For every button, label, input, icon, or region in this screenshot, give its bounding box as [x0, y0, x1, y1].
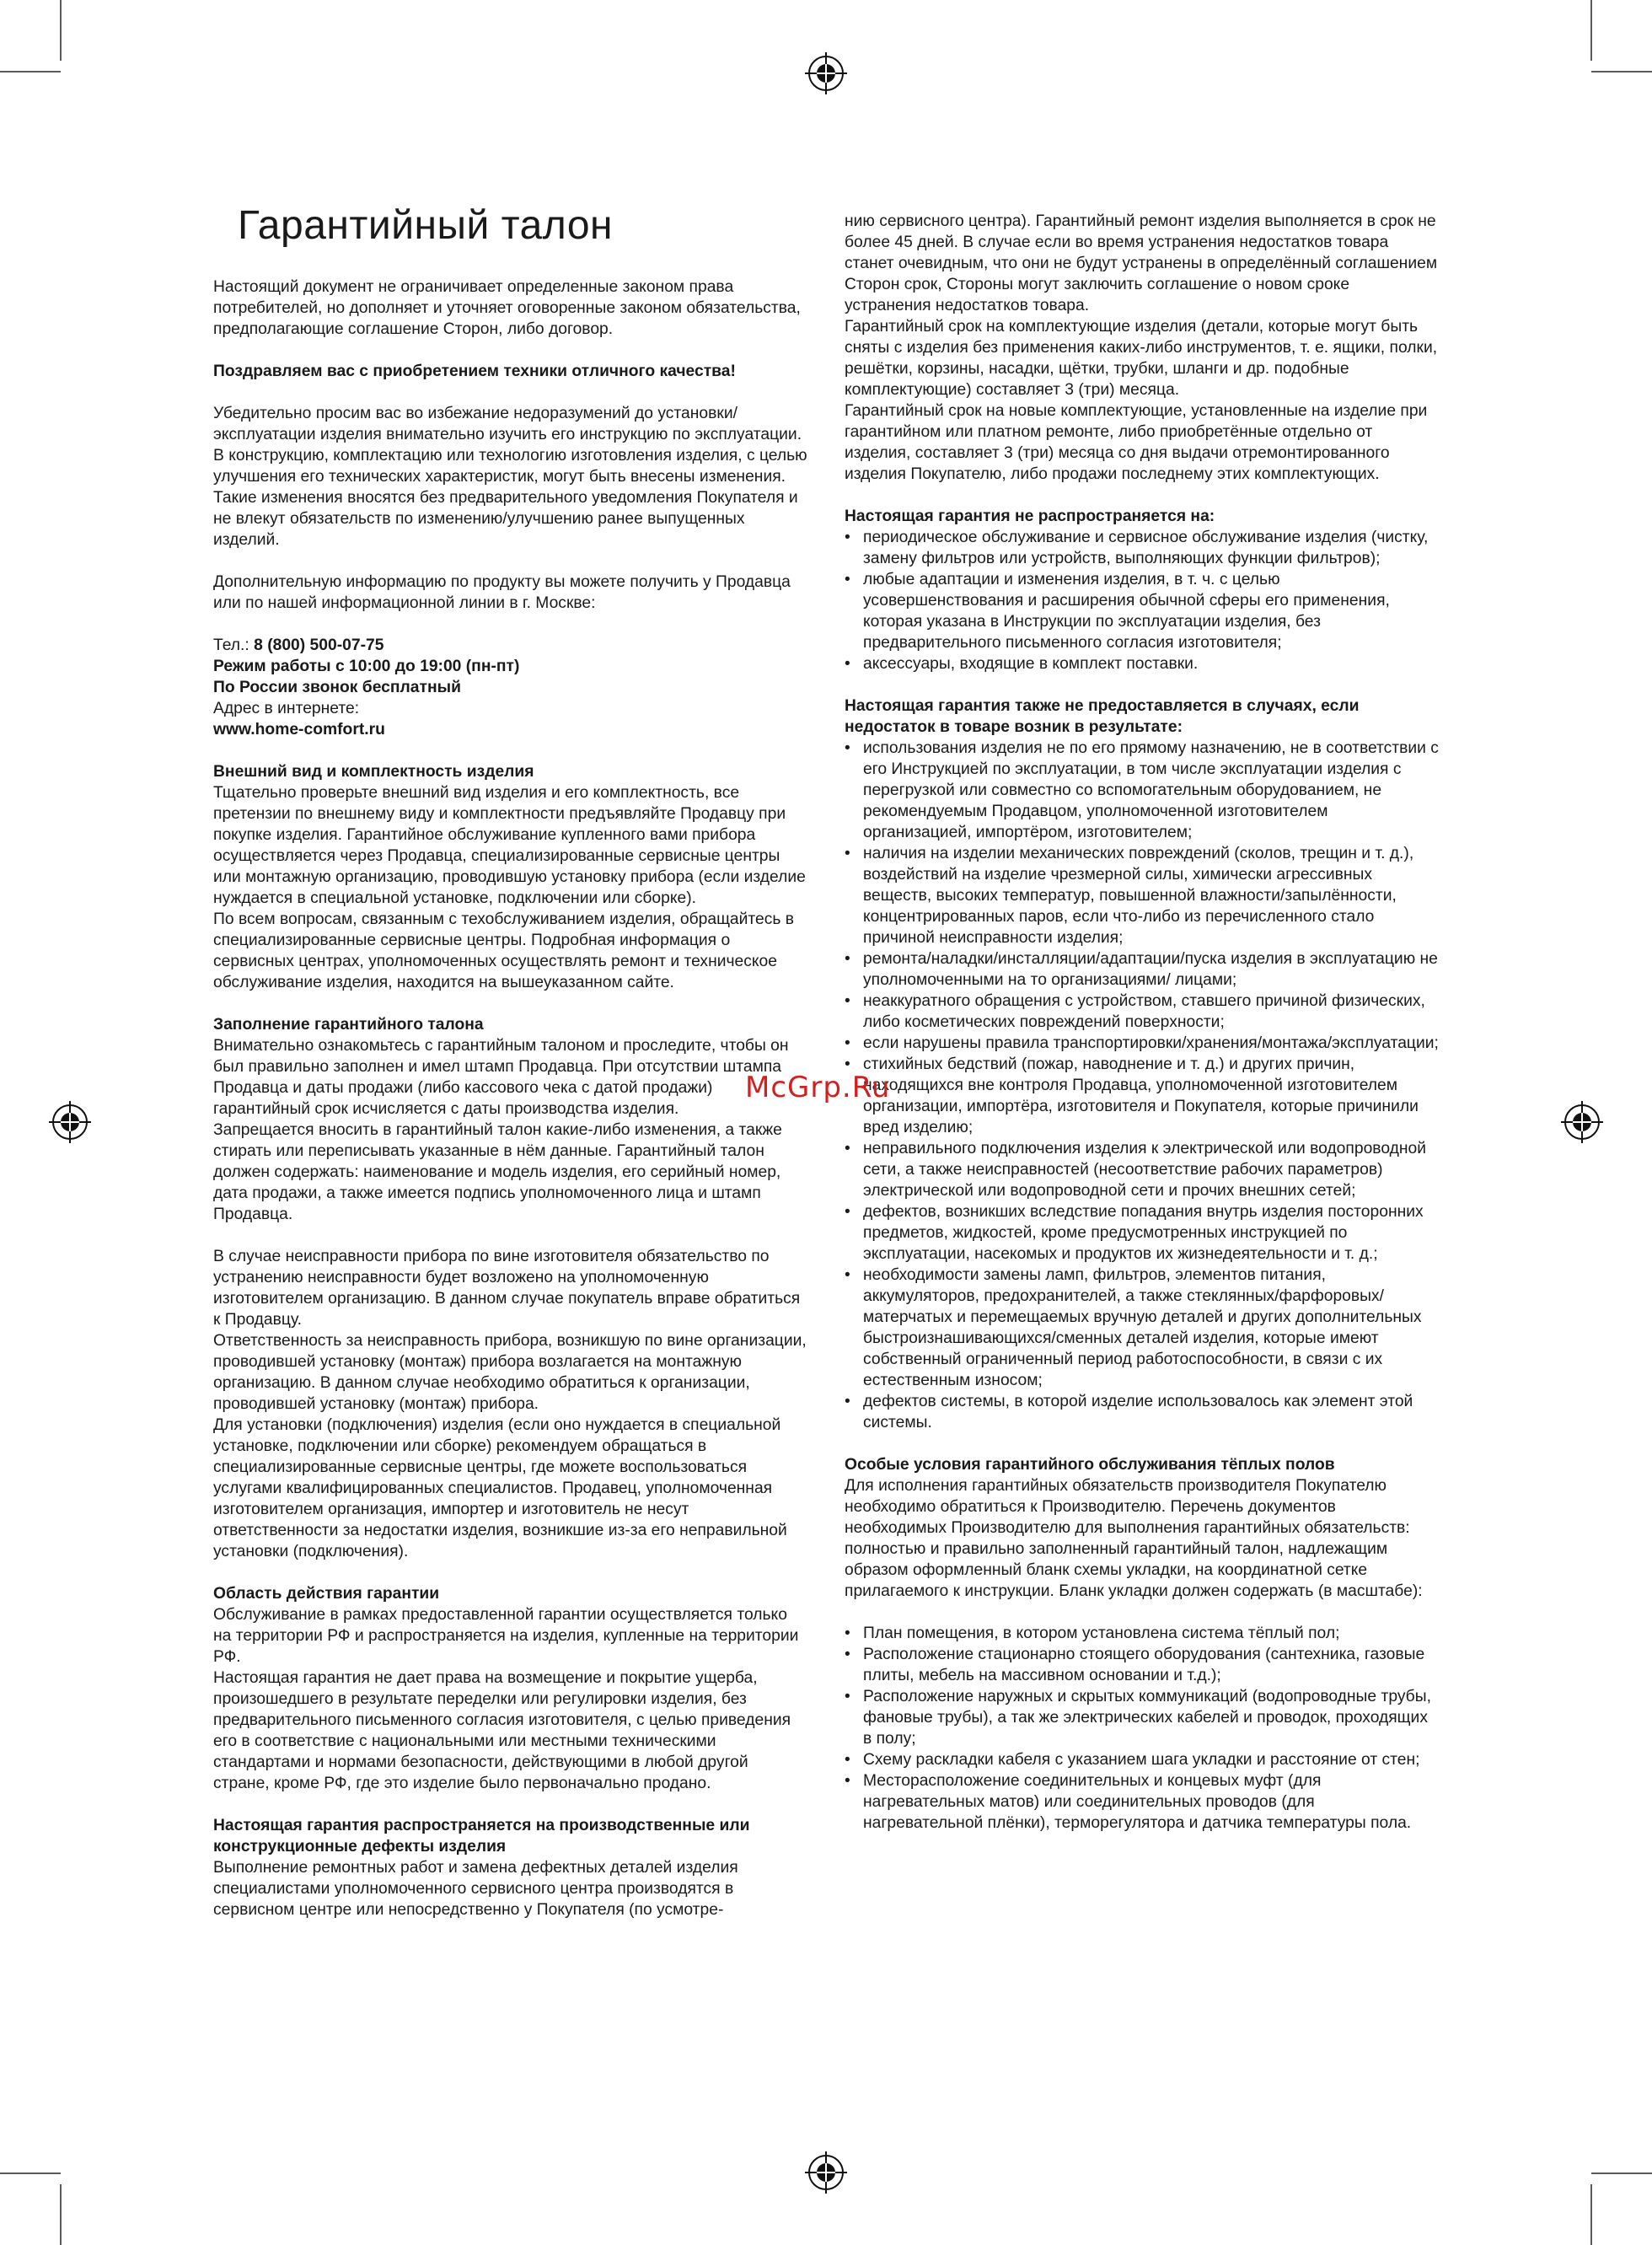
filling-paragraph-1: Внимательно ознакомьтесь с гарантийным талоном и проследите, чтобы он был правильно заполнен и имел штамп Продавца. При отсутствии штампа Продавца и даты продажи (либо кассового чека с датой продажи) гарантийный срок исчисляется с даты производства изделия. — [213, 1037, 789, 1118]
continuation-paragraph-2: Гарантийный срок на комплектующие изделия (детали, которые могут быть сняты с изделия без применения каких-либо инструментов, т. е. ящики, полки, решётки, корзины, насадки, щётки, трубки, шланги и др. подобные комплектующие) составляет 3 (три) месяца. — [845, 318, 1438, 399]
list-item: • необходимости замены ламп, фильтров, элементов питания, аккумуляторов, предохранителей, а также стеклянных/фарфоровых/матерчатых и перемещаемых вручную деталей и других дополнительных быстроизнашивающихся/сменных деталей изделия, которые имеют собственный ограниченный период работоспособности, в связи с их естественным износом; — [845, 1265, 1439, 1391]
not-provided-heading: Настоящая гарантия также не предоставляется в случаях, если недостаток в товаре возник в результате: — [845, 697, 1360, 736]
appearance-paragraph-1: Тщательно проверьте внешний вид изделия и его комплектность, все претензии по внешнему виду и комплектности предъявляйте Продавцу при покупке изделия. Гарантийное обслуживание купленного вами прибора осуществляется через Продавца, специализированные сервисные центры или монтажную организацию, проводившую установку прибора (если изделие нуждается в специальной установке, подключении или сборке). — [213, 784, 806, 907]
filling-paragraph-2: Запрещается вносить в гарантийный талон какие-либо изменения, а также стирать или переписывать указанные в нём данные. Гарантийный талон должен содержать: наименование и модель изделия, его серийный номер, дата продажи, а также имеется подпись уполномоченного лица и штамп Продавца. — [213, 1121, 782, 1223]
left-column — [213, 277, 807, 1920]
fault-paragraph-2: Ответственность за неисправность прибора, возникшую по вине организации, проводившей установку (монтаж) прибора возлагается на монтажную организацию. В данном случае необходимо обратиться к организации, проводившей установку (монтаж) прибора. — [213, 1332, 807, 1413]
not-cover-heading: Настоящая гарантия не распространяется на: — [845, 508, 1215, 525]
fault-paragraph-1: В случае неисправности прибора по вине изготовителя обязательство по устранению неисправности будет возложено на уполномоченную изготовителем организацию. В данном случае покупатель вправе обратиться к Продавцу. — [213, 1248, 801, 1329]
changes-paragraph: В конструкцию, комплектацию или технологию изготовления изделия, с целью улучшения его технических характеристик, могут быть внесены изменения. Такие изменения вносятся без предварительного уведомления Покупателя и не влекут обязательств по изменению/улучшению ранее выпущенных изделий. — [213, 447, 807, 549]
list-item: • наличия на изделии механических повреждений (сколов, трещин и т. д.), воздействий на изделие чрезмерной силы, химически агрессивных веществ, высоких температур, повышенной влажности/запылённости, концентрированных паров, если что-либо из перечисленного стало причиной неисправности изделия; — [845, 843, 1439, 948]
fault-paragraph-3: Для установки (подключения) изделия (если оно нуждается в специальной установке, подключении или сборке) рекомендуем обращаться в специализированные сервисные центры, где можете воспользоваться услугами квалифицированных специалистов. Продавец, уполномоченная изготовителем организация, импортер и изготовитель не несут ответственности за недостатки изделия, возникшие из-за его неправильной установки (подключения). — [213, 1416, 787, 1560]
list-item: • дефектов, возникших вследствие попадания внутрь изделия посторонних предметов, жидкостей, кроме предусмотренных инструкцией по эксплуатации, насекомых и продуктов их жизнедеятельности и т. д.; — [845, 1201, 1439, 1265]
request-paragraph: Убедительно просим вас во избежание недоразумений до установки/эксплуатации изделия внимательно изучить его инструкцию по эксплуатации. — [213, 405, 802, 443]
floors-heading: Особые условия гарантийного обслуживания тёплых полов — [845, 1456, 1335, 1474]
intro-paragraph: Настоящий документ не ограничивает определенные законом права потребителей, но дополняет и уточняет оговоренные законом обязательства, предполагающие соглашение Сторон, либо договор. — [213, 278, 801, 338]
list-item: • использования изделия не по его прямому назначению, не в соответствии с его Инструкцией по эксплуатации, в том числе эксплуатации изделия с перегрузкой или совместно со вспомогательным оборудованием, не рекомендуемым Продавцом, уполномоченной изготовителем организацией, импортёром, изготовителем; — [845, 738, 1439, 843]
free-call-line: По России звонок бесплатный — [213, 679, 461, 696]
scope-heading: Область действия гарантии — [213, 1585, 440, 1603]
defects-paragraph: Выполнение ремонтных работ и замена дефектных деталей изделия специалистами уполномоченного сервисного центра производятся в сервисном центре или непосредственно у Покупателя (по усмотре- — [213, 1859, 738, 1919]
info-paragraph: Дополнительную информацию по продукту вы можете получить у Продавца или по нашей информационной линии в г. Москве: — [213, 573, 791, 612]
registration-mark-bottom — [805, 2151, 847, 2194]
congrats-heading: Поздравляем вас с приобретением техники отличного качества! — [213, 363, 736, 380]
list-item: • дефектов системы, в которой изделие использовалось как элемент этой системы. — [845, 1391, 1439, 1433]
scope-paragraph-2: Настоящая гарантия не дает права на возмещение и покрытие ущерба, произошедшего в результате переделки или регулировки изделия, без предварительного письменного согласия изготовителя, с целью приведения его в соответствие с национальными или местными техническими стандартами и нормами безопасности, действующими в любой другой стране, кроме РФ, где это изделие было первоначально продано. — [213, 1669, 791, 1792]
website-link[interactable]: www.home-comfort.ru — [213, 721, 385, 738]
floors-paragraph: Для исполнения гарантийных обязательств производителя Покупателю необходимо обратиться к Производителю. Перечень документов необходимых Производителю для выполнения гарантийных обязательств: полностью и правильно заполненный гарантийный талон, надлежащим образом оформленный бланк схемы укладки, на координатной сетке прилагаемого к инструкции. Бланк укладки должен содержать (в масштабе): — [845, 1477, 1423, 1600]
list-item: • План помещения, в котором установлена система тёплый пол; — [845, 1623, 1439, 1644]
scope-paragraph-1: Обслуживание в рамках предоставленной гарантии осуществляется только на территории РФ и распространяется на изделия, купленные на территории РФ. — [213, 1606, 799, 1666]
list-item: • любые адаптации и изменения изделия, в т. ч. с целью усовершенствования и расширения обычной сферы его применения, которая указана в Инструкции по эксплуатации изделия, без предварительного письменного согласия изготовителя; — [845, 569, 1439, 653]
list-item: • Схему раскладки кабеля с указанием шага укладки и расстояние от стен; — [845, 1749, 1439, 1770]
list-item: • Месторасположение соединительных и концевых муфт (для нагревательных матов) или соединительных проводов (для нагревательной плёнки), терморегулятора и датчика температуры пола. — [845, 1770, 1439, 1834]
defects-heading: Настоящая гарантия распространяется на производственные или конструкционные дефекты изделия — [213, 1817, 750, 1856]
list-item: • Расположение стационарно стоящего оборудования (сантехника, газовые плиты, мебель на массивном основании и т.д.); — [845, 1644, 1439, 1686]
floors-list — [845, 1623, 1439, 1834]
appearance-paragraph-2: По всем вопросам, связанным с техобслуживанием изделия, обращайтесь в специализированные сервисные центры. Подробная информация о сервисных центрах, уполномоченных осуществлять ремонт и техническое обслуживание изделия, находится на вышеуказанном сайте. — [213, 910, 795, 991]
continuation-paragraph-3: Гарантийный срок на новые комплектующие, установленные на изделие при гарантийном или платном ремонте, либо приобретённые отдельно от изделия, составляет 3 (три) месяца со дня выдачи отремонтированного изделия Покупателю, либо продажи последнему этих комплектующих. — [845, 402, 1428, 483]
registration-mark-top — [805, 52, 847, 94]
list-item: • Расположение наружных и скрытых коммуникаций (водопроводные трубы, фановые трубы), а так же электрических кабелей и проводок, проходящих в полу; — [845, 1686, 1439, 1749]
continuation-paragraph-1: нию сервисного центра). Гарантийный ремонт изделия выполняется в срок не более 45 дней. В случае если во время устранения недостатков товара станет очевидным, что они не будут устранены в определённый соглашением Сторон срок, Стороны могут заключить соглашение о новом сроке устранения недостатков товара. — [845, 212, 1438, 314]
not-provided-list — [845, 738, 1439, 1433]
not-cover-list — [845, 527, 1439, 674]
phone-line: Тел.: 8 (800) 500-07-75 — [213, 636, 384, 654]
right-column — [845, 211, 1439, 1834]
page-title: Гарантийный талон — [238, 203, 614, 248]
web-label: Адрес в интернете: — [213, 700, 360, 717]
registration-mark-right — [1561, 1101, 1603, 1143]
filling-heading: Заполнение гарантийного талона — [213, 1016, 484, 1034]
list-item: • периодическое обслуживание и сервисное обслуживание изделия (чистку, замену фильтров или устройств, выполняющих функции фильтров); — [845, 527, 1439, 569]
watermark: McGrp.Ru — [745, 1071, 891, 1104]
list-item: • неаккуратного обращения с устройством, ставшего причиной физических, либо косметических повреждений поверхности; — [845, 991, 1439, 1033]
list-item: • ремонта/наладки/инсталляции/адаптации/пуска изделия в эксплуатацию не уполномоченными на то организациями/ лицами; — [845, 948, 1439, 991]
appearance-heading: Внешний вид и комплектность изделия — [213, 763, 534, 781]
hours-line: Режим работы с 10:00 до 19:00 (пн-пт) — [213, 658, 520, 675]
phone-number: 8 (800) 500-07-75 — [254, 636, 384, 654]
list-item: • аксессуары, входящие в комплект поставки. — [845, 653, 1439, 674]
registration-mark-left — [49, 1101, 91, 1143]
list-item: • стихийных бедствий (пожар, наводнение и т. д.) и других причин, находящихся вне контроля Продавца, уполномоченной изготовителем организации, импортёра, изготовителя и Покупателя, которые причинили вред изделию; — [845, 1054, 1439, 1138]
list-item: • если нарушены правила транспортировки/хранения/монтажа/эксплуатации; — [845, 1033, 1439, 1054]
list-item: • неправильного подключения изделия к электрической или водопроводной сети, а также неисправностей (несоответствие рабочих параметров) электрической или водопроводной сети и прочих внешних сетей; — [845, 1138, 1439, 1201]
